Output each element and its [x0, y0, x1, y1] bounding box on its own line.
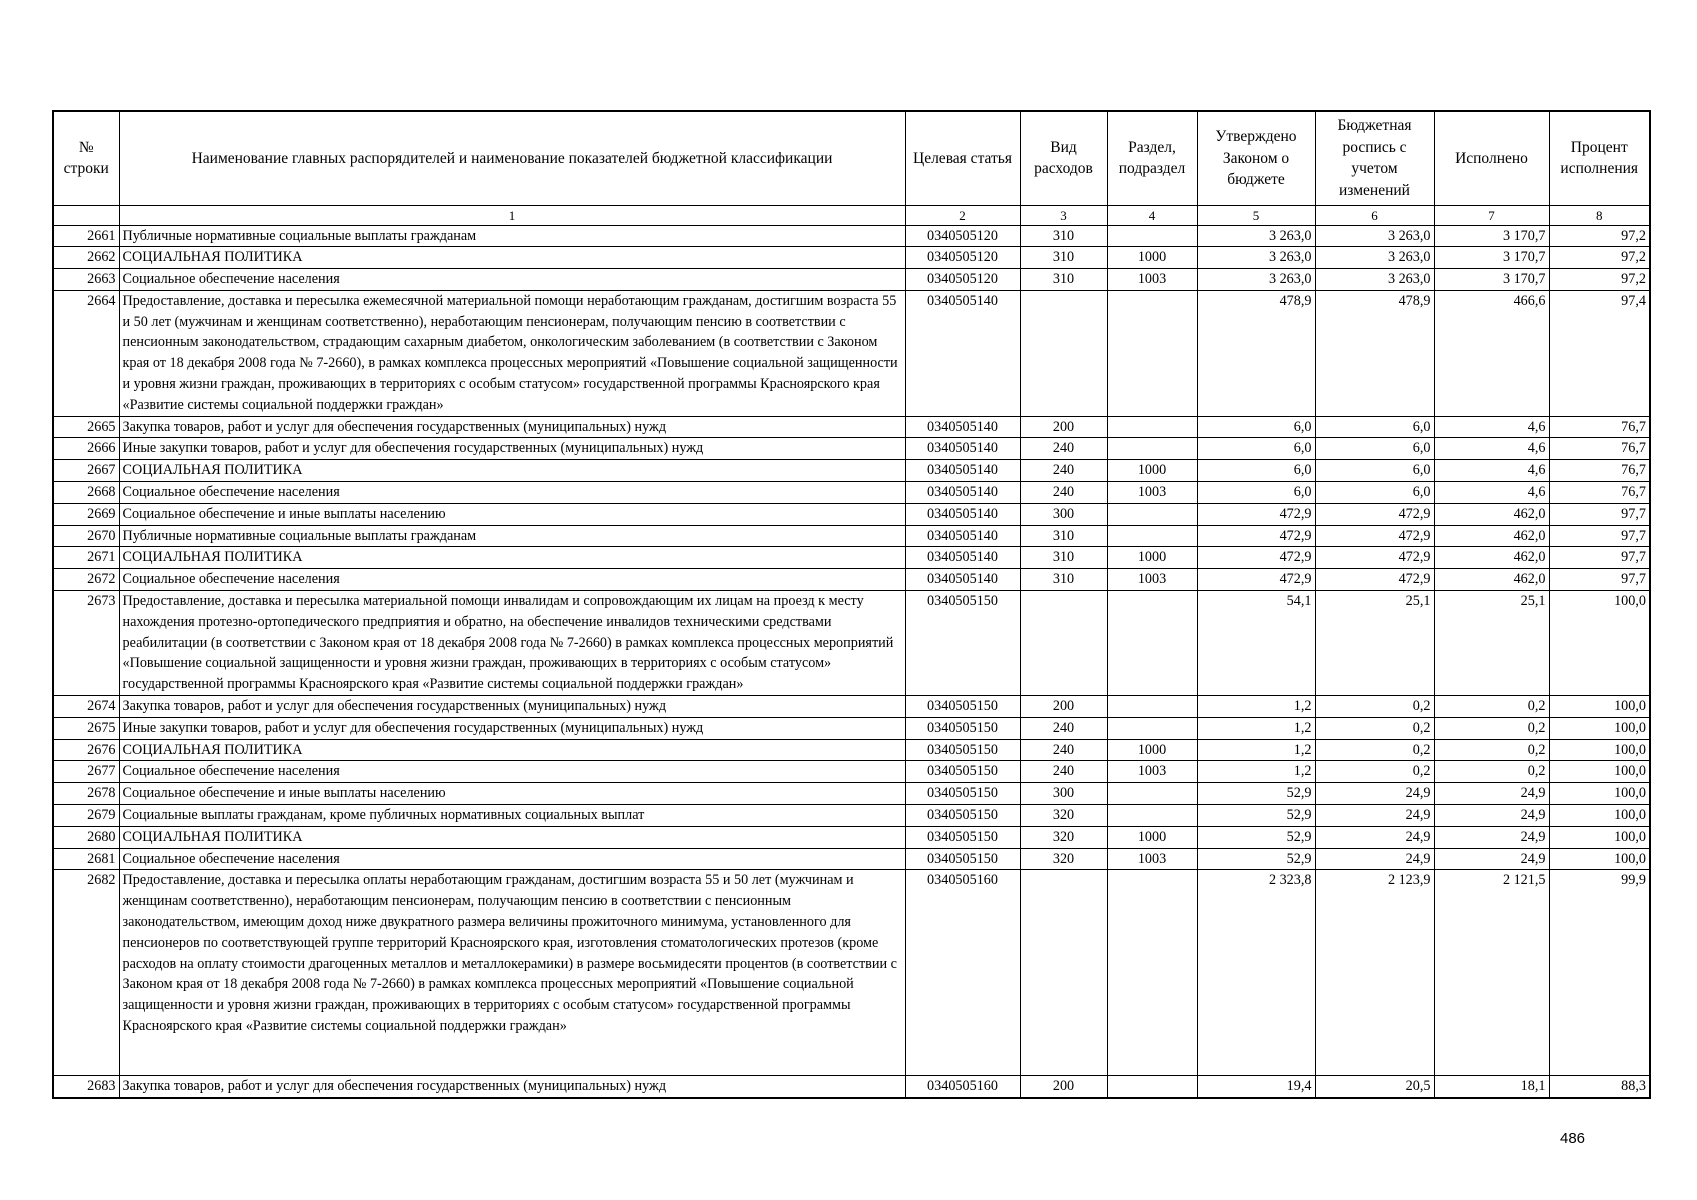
row-name: Предоставление, доставка и пересылка оплаты неработающим гражданам, достигшим возраста 55 и 50 лет (мужчинам и женщинам соответственно), неработающим пенсионерам, получающим пенсию в соответствии с пенсионным законодательством, имеющим доход ниже двукратного размера величины прожиточного минимума, установленного для пенсионеров по соответствующей группе территорий Красноярского края, изготовления стоматологических протезов (кроме расходов на оплату стоимости драгоценных металлов и металлокерамики) в размере восьмидесяти процентов (в соответствии с Законом края от 18 декабря 2008 года № 7-2660) в рамках комплекса процессных мероприятий «Повышение социальной защищенности и уровня жизни граждан, проживающих в территориях с особым статусом» государственной программы Красноярского края «Развитие системы социальной поддержки граждан»	[119, 870, 905, 1076]
row-section	[1107, 696, 1197, 718]
row-approved: 1,2	[1197, 739, 1315, 761]
header-percent: Процент исполнения	[1549, 111, 1650, 205]
row-approved: 1,2	[1197, 717, 1315, 739]
row-target-article: 0340505150	[905, 805, 1020, 827]
row-section: 1003	[1107, 482, 1197, 504]
row-percent: 100,0	[1549, 826, 1650, 848]
row-name: Закупка товаров, работ и услуг для обеспечения государственных (муниципальных) нужд	[119, 416, 905, 438]
row-budget-schedule: 20,5	[1315, 1076, 1434, 1098]
row-target-article: 0340505160	[905, 870, 1020, 1076]
page-number: 486	[1560, 1130, 1586, 1147]
row-approved: 2 323,8	[1197, 870, 1315, 1076]
table-row	[53, 290, 1650, 416]
row-section	[1107, 1076, 1197, 1098]
row-target-article: 0340505120	[905, 247, 1020, 269]
row-name: Иные закупки товаров, работ и услуг для обеспечения государственных (муниципальных) нужд	[119, 717, 905, 739]
row-number: 2683	[53, 1076, 119, 1098]
table-row	[53, 416, 1650, 438]
row-budget-schedule: 2 123,9	[1315, 870, 1434, 1076]
row-expense-type: 310	[1020, 547, 1107, 569]
header-expense-type: Вид расходов	[1020, 111, 1107, 205]
row-number: 2678	[53, 783, 119, 805]
row-budget-schedule: 6,0	[1315, 460, 1434, 482]
header-name: Наименование главных распорядителей и наименование показателей бюджетной классификации	[119, 111, 905, 205]
row-percent: 100,0	[1549, 848, 1650, 870]
row-expense-type: 320	[1020, 805, 1107, 827]
row-budget-schedule: 6,0	[1315, 482, 1434, 504]
row-number: 2682	[53, 870, 119, 1076]
row-approved: 52,9	[1197, 848, 1315, 870]
table-row	[53, 503, 1650, 525]
row-approved: 1,2	[1197, 696, 1315, 718]
row-target-article: 0340505120	[905, 225, 1020, 247]
row-section	[1107, 503, 1197, 525]
row-expense-type: 240	[1020, 739, 1107, 761]
row-number: 2663	[53, 269, 119, 291]
table-row	[53, 269, 1650, 291]
row-approved: 6,0	[1197, 416, 1315, 438]
row-name: СОЦИАЛЬНАЯ ПОЛИТИКА	[119, 460, 905, 482]
row-number: 2664	[53, 290, 119, 416]
row-name: Закупка товаров, работ и услуг для обеспечения государственных (муниципальных) нужд	[119, 696, 905, 718]
row-executed: 462,0	[1434, 547, 1549, 569]
row-expense-type: 310	[1020, 269, 1107, 291]
row-expense-type: 240	[1020, 438, 1107, 460]
row-executed: 0,2	[1434, 739, 1549, 761]
row-percent: 100,0	[1549, 805, 1650, 827]
row-executed: 3 170,7	[1434, 247, 1549, 269]
row-number: 2680	[53, 826, 119, 848]
row-executed: 4,6	[1434, 482, 1549, 504]
row-section: 1000	[1107, 739, 1197, 761]
header-row-number: № строки	[53, 111, 119, 205]
row-percent: 97,7	[1549, 503, 1650, 525]
row-executed: 2 121,5	[1434, 870, 1549, 1076]
row-number: 2672	[53, 569, 119, 591]
row-section: 1003	[1107, 848, 1197, 870]
row-name: Социальное обеспечение и иные выплаты населению	[119, 503, 905, 525]
row-percent: 100,0	[1549, 591, 1650, 696]
row-budget-schedule: 472,9	[1315, 547, 1434, 569]
row-target-article: 0340505140	[905, 438, 1020, 460]
row-number: 2670	[53, 525, 119, 547]
row-expense-type: 200	[1020, 1076, 1107, 1098]
row-approved: 54,1	[1197, 591, 1315, 696]
table-row	[53, 525, 1650, 547]
row-approved: 6,0	[1197, 438, 1315, 460]
column-number: 8	[1549, 205, 1650, 225]
row-target-article: 0340505150	[905, 591, 1020, 696]
row-section: 1000	[1107, 826, 1197, 848]
row-target-article: 0340505140	[905, 569, 1020, 591]
row-percent: 76,7	[1549, 460, 1650, 482]
row-budget-schedule: 0,2	[1315, 761, 1434, 783]
row-expense-type: 200	[1020, 416, 1107, 438]
row-number: 2669	[53, 503, 119, 525]
header-target-article: Целевая статья	[905, 111, 1020, 205]
row-number: 2667	[53, 460, 119, 482]
row-expense-type: 300	[1020, 783, 1107, 805]
row-expense-type	[1020, 591, 1107, 696]
row-name: Иные закупки товаров, работ и услуг для обеспечения государственных (муниципальных) нужд	[119, 438, 905, 460]
row-executed: 4,6	[1434, 438, 1549, 460]
row-executed: 24,9	[1434, 805, 1549, 827]
row-budget-schedule: 24,9	[1315, 783, 1434, 805]
budget-sheet	[52, 110, 1649, 1099]
row-executed: 24,9	[1434, 826, 1549, 848]
row-name: Социальное обеспечение населения	[119, 569, 905, 591]
row-target-article: 0340505140	[905, 547, 1020, 569]
row-expense-type	[1020, 290, 1107, 416]
row-target-article: 0340505140	[905, 460, 1020, 482]
column-number: 6	[1315, 205, 1434, 225]
row-approved: 472,9	[1197, 547, 1315, 569]
row-approved: 472,9	[1197, 503, 1315, 525]
row-expense-type: 240	[1020, 482, 1107, 504]
table-body	[53, 225, 1650, 1098]
row-expense-type: 310	[1020, 569, 1107, 591]
table-row	[53, 870, 1650, 1076]
row-name: Публичные нормативные социальные выплаты гражданам	[119, 525, 905, 547]
row-percent: 76,7	[1549, 438, 1650, 460]
row-budget-schedule: 24,9	[1315, 826, 1434, 848]
row-percent: 100,0	[1549, 717, 1650, 739]
row-target-article: 0340505140	[905, 290, 1020, 416]
row-name: Социальные выплаты гражданам, кроме публичных нормативных социальных выплат	[119, 805, 905, 827]
row-percent: 97,7	[1549, 569, 1650, 591]
row-section	[1107, 783, 1197, 805]
table-row	[53, 826, 1650, 848]
row-executed: 0,2	[1434, 761, 1549, 783]
row-percent: 76,7	[1549, 482, 1650, 504]
row-executed: 3 170,7	[1434, 225, 1549, 247]
row-target-article: 0340505150	[905, 848, 1020, 870]
column-number: 5	[1197, 205, 1315, 225]
row-name: Предоставление, доставка и пересылка материальной помощи инвалидам и сопровождающим их лицам на проезд к месту нахождения протезно-ортопедического предприятия и обратно, на обеспечение инвалидов техническими средствами реабилитации (в соответствии с Законом края от 18 декабря 2008 года № 7-2660) в рамках комплекса процессных мероприятий «Повышение социальной защищенности и уровня жизни граждан, проживающих в территориях с особым статусом» государственной программы Красноярского края «Развитие системы социальной поддержки граждан»	[119, 591, 905, 696]
row-approved: 52,9	[1197, 783, 1315, 805]
row-name: Социальное обеспечение населения	[119, 848, 905, 870]
header-executed: Исполнено	[1434, 111, 1549, 205]
table-row	[53, 783, 1650, 805]
row-executed: 4,6	[1434, 460, 1549, 482]
row-approved: 52,9	[1197, 805, 1315, 827]
row-target-article: 0340505140	[905, 503, 1020, 525]
row-target-article: 0340505140	[905, 416, 1020, 438]
row-percent: 100,0	[1549, 696, 1650, 718]
row-target-article: 0340505140	[905, 525, 1020, 547]
table-row	[53, 848, 1650, 870]
row-number: 2673	[53, 591, 119, 696]
column-number: 4	[1107, 205, 1197, 225]
row-percent: 97,2	[1549, 247, 1650, 269]
row-executed: 0,2	[1434, 696, 1549, 718]
row-executed: 24,9	[1434, 783, 1549, 805]
row-budget-schedule: 3 263,0	[1315, 269, 1434, 291]
table-row	[53, 739, 1650, 761]
row-expense-type: 310	[1020, 525, 1107, 547]
row-budget-schedule: 3 263,0	[1315, 247, 1434, 269]
row-name: Публичные нормативные социальные выплаты гражданам	[119, 225, 905, 247]
row-budget-schedule: 6,0	[1315, 416, 1434, 438]
row-percent: 100,0	[1549, 739, 1650, 761]
row-percent: 97,7	[1549, 525, 1650, 547]
row-executed: 3 170,7	[1434, 269, 1549, 291]
row-section	[1107, 416, 1197, 438]
row-target-article: 0340505140	[905, 482, 1020, 504]
row-executed: 462,0	[1434, 569, 1549, 591]
row-approved: 3 263,0	[1197, 269, 1315, 291]
row-section: 1003	[1107, 761, 1197, 783]
row-expense-type: 310	[1020, 225, 1107, 247]
row-target-article: 0340505150	[905, 761, 1020, 783]
row-budget-schedule: 25,1	[1315, 591, 1434, 696]
row-section	[1107, 225, 1197, 247]
column-numbers-row	[53, 205, 1650, 225]
row-target-article: 0340505120	[905, 269, 1020, 291]
row-executed: 462,0	[1434, 525, 1549, 547]
row-budget-schedule: 0,2	[1315, 739, 1434, 761]
row-budget-schedule: 472,9	[1315, 569, 1434, 591]
row-section	[1107, 805, 1197, 827]
row-expense-type: 310	[1020, 247, 1107, 269]
row-budget-schedule: 478,9	[1315, 290, 1434, 416]
row-executed: 18,1	[1434, 1076, 1549, 1098]
row-expense-type: 320	[1020, 848, 1107, 870]
row-section	[1107, 717, 1197, 739]
table-row	[53, 717, 1650, 739]
table-row	[53, 547, 1650, 569]
row-executed: 4,6	[1434, 416, 1549, 438]
column-number: 1	[119, 205, 905, 225]
row-budget-schedule: 472,9	[1315, 525, 1434, 547]
row-expense-type: 240	[1020, 761, 1107, 783]
row-section: 1000	[1107, 547, 1197, 569]
row-name: Социальное обеспечение населения	[119, 482, 905, 504]
table-row	[53, 805, 1650, 827]
row-name: Социальное обеспечение населения	[119, 761, 905, 783]
row-expense-type	[1020, 870, 1107, 1076]
row-percent: 100,0	[1549, 761, 1650, 783]
row-executed: 462,0	[1434, 503, 1549, 525]
row-name: Предоставление, доставка и пересылка ежемесячной материальной помощи неработающим гражданам, достигшим возраста 55 и 50 лет (мужчинам и женщинам соответственно), неработающим пенсионерам, получающим пенсию в соответствии с пенсионным законодательством, страдающим сахарным диабетом, онкологическим заболеванием (в соответствии с Законом края от 18 декабря 2008 года № 7-2660), в рамках комплекса процессных мероприятий «Повышение социальной защищенности и уровня жизни граждан, проживающих в территориях с особым статусом» государственной программы Красноярского края «Развитие системы социальной поддержки граждан»	[119, 290, 905, 416]
column-number: 3	[1020, 205, 1107, 225]
row-number: 2681	[53, 848, 119, 870]
row-budget-schedule: 472,9	[1315, 503, 1434, 525]
row-approved: 1,2	[1197, 761, 1315, 783]
row-budget-schedule: 0,2	[1315, 696, 1434, 718]
row-budget-schedule: 24,9	[1315, 848, 1434, 870]
row-number: 2676	[53, 739, 119, 761]
table-row	[53, 591, 1650, 696]
row-percent: 100,0	[1549, 783, 1650, 805]
row-target-article: 0340505150	[905, 696, 1020, 718]
row-number: 2674	[53, 696, 119, 718]
row-approved: 6,0	[1197, 482, 1315, 504]
row-executed: 25,1	[1434, 591, 1549, 696]
table-row	[53, 460, 1650, 482]
row-approved: 52,9	[1197, 826, 1315, 848]
row-percent: 97,7	[1549, 547, 1650, 569]
row-expense-type: 320	[1020, 826, 1107, 848]
row-number: 2662	[53, 247, 119, 269]
row-approved: 19,4	[1197, 1076, 1315, 1098]
row-section	[1107, 438, 1197, 460]
row-section	[1107, 591, 1197, 696]
table-row	[53, 1076, 1650, 1098]
row-name: СОЦИАЛЬНАЯ ПОЛИТИКА	[119, 739, 905, 761]
row-target-article: 0340505160	[905, 1076, 1020, 1098]
row-budget-schedule: 6,0	[1315, 438, 1434, 460]
row-section: 1003	[1107, 569, 1197, 591]
row-percent: 88,3	[1549, 1076, 1650, 1098]
row-name: Закупка товаров, работ и услуг для обеспечения государственных (муниципальных) нужд	[119, 1076, 905, 1098]
row-target-article: 0340505150	[905, 717, 1020, 739]
table-row	[53, 696, 1650, 718]
row-section: 1000	[1107, 460, 1197, 482]
table-row	[53, 438, 1650, 460]
row-expense-type: 300	[1020, 503, 1107, 525]
header-approved: Утверждено Законом о бюджете	[1197, 111, 1315, 205]
row-budget-schedule: 3 263,0	[1315, 225, 1434, 247]
row-number: 2665	[53, 416, 119, 438]
row-percent: 97,4	[1549, 290, 1650, 416]
row-target-article: 0340505150	[905, 739, 1020, 761]
row-section: 1003	[1107, 269, 1197, 291]
table-row	[53, 569, 1650, 591]
row-expense-type: 240	[1020, 460, 1107, 482]
row-expense-type: 240	[1020, 717, 1107, 739]
row-target-article: 0340505150	[905, 826, 1020, 848]
row-expense-type: 200	[1020, 696, 1107, 718]
row-number: 2679	[53, 805, 119, 827]
row-executed: 466,6	[1434, 290, 1549, 416]
row-executed: 0,2	[1434, 717, 1549, 739]
row-number: 2666	[53, 438, 119, 460]
row-number: 2668	[53, 482, 119, 504]
row-percent: 99,9	[1549, 870, 1650, 1076]
row-name: СОЦИАЛЬНАЯ ПОЛИТИКА	[119, 826, 905, 848]
row-section: 1000	[1107, 247, 1197, 269]
header-budget-schedule: Бюджетная роспись с учетом изменений	[1315, 111, 1434, 205]
row-name: Социальное обеспечение населения	[119, 269, 905, 291]
row-percent: 97,2	[1549, 225, 1650, 247]
row-percent: 76,7	[1549, 416, 1650, 438]
row-name: СОЦИАЛЬНАЯ ПОЛИТИКА	[119, 547, 905, 569]
row-name: СОЦИАЛЬНАЯ ПОЛИТИКА	[119, 247, 905, 269]
row-section	[1107, 290, 1197, 416]
row-budget-schedule: 0,2	[1315, 717, 1434, 739]
table-row	[53, 225, 1650, 247]
row-approved: 6,0	[1197, 460, 1315, 482]
table-row	[53, 247, 1650, 269]
row-section	[1107, 525, 1197, 547]
row-target-article: 0340505150	[905, 783, 1020, 805]
row-number: 2677	[53, 761, 119, 783]
row-approved: 3 263,0	[1197, 247, 1315, 269]
row-approved: 478,9	[1197, 290, 1315, 416]
budget-table	[52, 110, 1651, 1099]
row-number: 2661	[53, 225, 119, 247]
column-number: 2	[905, 205, 1020, 225]
column-number-blank	[53, 205, 119, 225]
column-number: 7	[1434, 205, 1549, 225]
header-section: Раздел, подраздел	[1107, 111, 1197, 205]
row-percent: 97,2	[1549, 269, 1650, 291]
row-number: 2675	[53, 717, 119, 739]
header-row	[53, 111, 1650, 205]
row-approved: 472,9	[1197, 569, 1315, 591]
row-number: 2671	[53, 547, 119, 569]
row-budget-schedule: 24,9	[1315, 805, 1434, 827]
row-approved: 472,9	[1197, 525, 1315, 547]
row-section	[1107, 870, 1197, 1076]
table-row	[53, 761, 1650, 783]
row-name: Социальное обеспечение и иные выплаты населению	[119, 783, 905, 805]
row-approved: 3 263,0	[1197, 225, 1315, 247]
table-row	[53, 482, 1650, 504]
row-executed: 24,9	[1434, 848, 1549, 870]
